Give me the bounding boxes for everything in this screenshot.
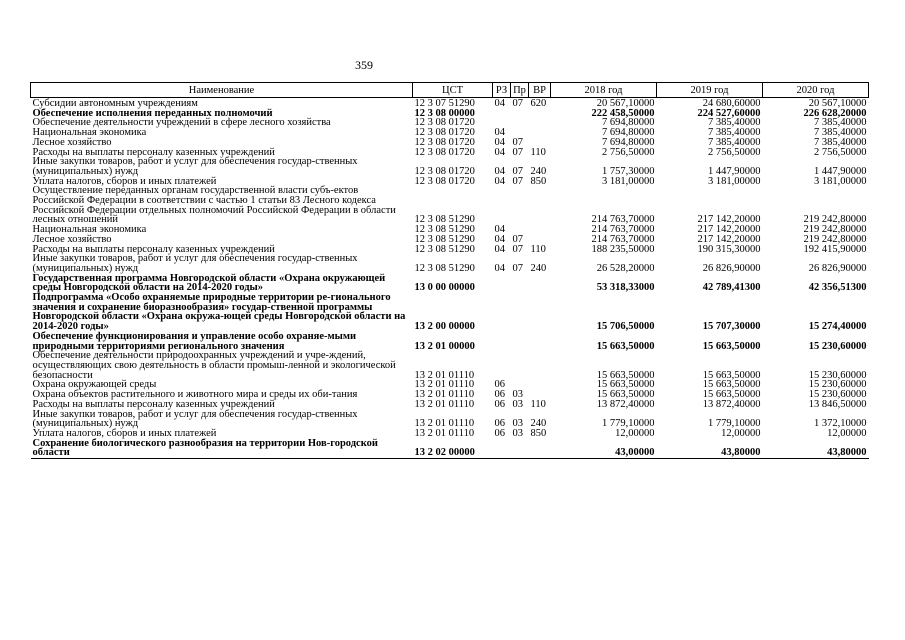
row-pr bbox=[511, 274, 529, 293]
row-cst: 12 3 08 01720 bbox=[414, 127, 475, 139]
row-2019: 217 142,20000 bbox=[697, 224, 761, 236]
row-cst: 13 0 00 00000 bbox=[414, 282, 475, 294]
row-2020: 7 385,40000 bbox=[814, 117, 867, 129]
row-name: Охрана окружающей среды bbox=[32, 379, 157, 391]
row-2020: 15 230,60000 bbox=[808, 340, 867, 352]
row-name: Лесное хозяйство bbox=[32, 233, 112, 245]
row-rz bbox=[493, 439, 511, 459]
table-row bbox=[31, 274, 869, 293]
row-2018: 15 663,50000 bbox=[596, 369, 655, 381]
row-rz bbox=[493, 332, 511, 351]
row-name: Национальная экономика bbox=[32, 127, 147, 139]
row-2019: 1 779,10000 bbox=[708, 418, 761, 430]
row-2018: 15 663,50000 bbox=[596, 389, 655, 401]
header-2019: 2019 год bbox=[657, 83, 763, 98]
row-cst: 12 3 08 00000 bbox=[414, 107, 475, 119]
row-2020: 219 242,80000 bbox=[803, 224, 867, 236]
row-pr: 07 bbox=[512, 146, 523, 158]
row-cst: 12 3 08 51290 bbox=[414, 233, 475, 245]
row-vr bbox=[529, 293, 551, 332]
row-2019: 7 385,40000 bbox=[708, 136, 761, 148]
row-name: Уплата налогов, сборов и иных платежей bbox=[32, 175, 217, 187]
row-2018: 2 756,50000 bbox=[602, 146, 655, 158]
row-2019: 12,00000 bbox=[721, 427, 761, 439]
row-rz: 06 bbox=[494, 418, 505, 430]
row-rz: 04 bbox=[494, 127, 505, 139]
row-2019: 42 789,41300 bbox=[702, 282, 761, 294]
row-2019: 224 527,60000 bbox=[697, 107, 761, 119]
row-vr: 110 bbox=[530, 243, 546, 255]
row-name: Субсидии автономным учреждениям bbox=[32, 98, 198, 109]
row-cst: 12 3 08 51290 bbox=[414, 224, 475, 236]
row-rz: 04 bbox=[494, 262, 505, 274]
header-2018: 2018 год bbox=[551, 83, 657, 98]
row-name: Расходы на выплаты персоналу казенных учреждений bbox=[32, 146, 275, 158]
header-row bbox=[31, 83, 869, 98]
row-rz: 04 bbox=[494, 175, 505, 187]
row-2019: 24 680,60000 bbox=[702, 98, 761, 109]
table-header bbox=[31, 83, 869, 98]
row-2018: 214 763,70000 bbox=[591, 214, 655, 226]
row-2018: 15 706,50000 bbox=[596, 321, 655, 333]
row-name: Национальная экономика bbox=[32, 224, 147, 236]
row-cst: 12 3 08 01720 bbox=[414, 165, 475, 177]
row-2019: 190 315,30000 bbox=[697, 243, 761, 255]
row-2020: 43,80000 bbox=[763, 439, 869, 459]
row-rz bbox=[493, 186, 511, 225]
row-cst: 12 3 08 51290 bbox=[414, 262, 475, 274]
row-rz bbox=[493, 351, 511, 380]
row-rz: 04 bbox=[494, 224, 505, 236]
row-2019: 15 663,50000 bbox=[702, 340, 761, 352]
row-2020: 1 372,10000 bbox=[814, 418, 867, 430]
row-cst: 12 3 08 01720 bbox=[414, 175, 475, 187]
row-2020: 3 181,00000 bbox=[814, 175, 867, 187]
header-vr: ВР bbox=[529, 83, 551, 98]
row-vr bbox=[529, 118, 551, 128]
row-cst: 13 2 02 00000 bbox=[413, 439, 493, 459]
row-cst: 13 2 00 00000 bbox=[414, 321, 475, 333]
row-rz: 06 bbox=[494, 398, 505, 410]
table-row bbox=[31, 351, 869, 380]
row-2018: 1 779,10000 bbox=[602, 418, 655, 430]
page-number: 359 bbox=[355, 58, 373, 72]
row-pr: 07 bbox=[512, 243, 523, 255]
header-name: Наименование bbox=[31, 83, 413, 98]
row-vr bbox=[529, 128, 551, 138]
row-2019: 15 707,30000 bbox=[702, 321, 761, 333]
row-2018: 43,00000 bbox=[551, 439, 657, 459]
row-vr: 240 bbox=[530, 418, 547, 430]
row-cst: 13 2 01 01110 bbox=[414, 398, 475, 410]
table-row bbox=[31, 157, 869, 176]
row-cst: 13 2 01 01110 bbox=[414, 389, 475, 401]
row-rz: 04 bbox=[494, 146, 505, 158]
row-2020: 192 415,90000 bbox=[803, 243, 867, 255]
row-2019: 217 142,20000 bbox=[697, 233, 761, 245]
row-2019: 7 385,40000 bbox=[708, 127, 761, 139]
row-pr bbox=[511, 351, 529, 380]
row-pr: 03 bbox=[512, 427, 523, 439]
row-name: Охрана объектов растительного и животного мира и среды их оби-тания bbox=[32, 389, 358, 401]
row-rz: 04 bbox=[494, 165, 505, 177]
row-rz bbox=[493, 109, 511, 119]
row-2019: 2 756,50000 bbox=[708, 146, 761, 158]
row-2018: 26 528,20000 bbox=[596, 262, 655, 274]
row-cst: 12 3 08 01720 bbox=[414, 117, 475, 129]
table-row bbox=[31, 293, 869, 332]
header-2020: 2020 год bbox=[763, 83, 869, 98]
table-row bbox=[31, 439, 869, 459]
row-name: Уплата налогов, сборов и иных платежей bbox=[32, 427, 217, 439]
row-2020: 2 756,50000 bbox=[814, 146, 867, 158]
row-2020: 26 826,90000 bbox=[808, 262, 867, 274]
row-cst: 13 2 01 01110 bbox=[414, 427, 475, 439]
row-vr: 850 bbox=[530, 427, 547, 439]
row-pr: 07 bbox=[512, 136, 523, 148]
row-name: Обеспечение деятельности учреждений в сфере лесного хозяйства bbox=[32, 117, 331, 129]
row-pr: 03 bbox=[512, 418, 523, 430]
row-pr: 03 bbox=[512, 398, 523, 410]
row-2019: 15 663,50000 bbox=[702, 379, 761, 391]
row-vr: 240 bbox=[530, 165, 547, 177]
row-vr: 240 bbox=[530, 262, 547, 274]
row-2020: 13 846,50000 bbox=[808, 398, 867, 410]
row-2020: 7 385,40000 bbox=[814, 127, 867, 139]
table-row bbox=[31, 254, 869, 273]
row-cst: 13 2 01 01110 bbox=[414, 418, 475, 430]
row-pr bbox=[511, 293, 529, 332]
row-name: Подпрограмма «Особо охраняемые природные территории ре-гионального значения и сохранение биоразнообразия» государ-ственной программы Новгородской области «Охрана окружа-ющей среды Новгородской области на 2014-2020 годы» bbox=[32, 292, 406, 333]
row-2018: 222 458,50000 bbox=[591, 107, 655, 119]
row-vr bbox=[529, 351, 551, 380]
row-pr: 07 bbox=[512, 98, 523, 109]
row-rz: 04 bbox=[494, 98, 505, 109]
table-row bbox=[31, 186, 869, 225]
row-pr: 03 bbox=[512, 389, 523, 401]
row-name: Обеспечение функционирования и управление особо охраняе-мыми природными территориями регионального значения bbox=[32, 330, 357, 352]
row-vr: 850 bbox=[530, 175, 547, 187]
row-pr: 07 bbox=[512, 165, 523, 177]
row-rz: 04 bbox=[494, 243, 505, 255]
row-pr: 07 bbox=[512, 175, 523, 187]
row-vr bbox=[529, 274, 551, 293]
row-cst: 12 3 08 01720 bbox=[414, 136, 475, 148]
row-vr: 110 bbox=[530, 146, 546, 158]
header-pr: Пр bbox=[511, 83, 529, 98]
row-name: Расходы на выплаты персоналу казенных учреждений bbox=[32, 398, 275, 410]
row-pr bbox=[511, 439, 529, 459]
row-pr: 07 bbox=[512, 233, 523, 245]
header-cst: ЦСТ bbox=[413, 83, 493, 98]
row-vr bbox=[529, 186, 551, 225]
row-2018: 15 663,50000 bbox=[596, 379, 655, 391]
row-rz bbox=[493, 293, 511, 332]
row-2020: 1 447,90000 bbox=[814, 165, 867, 177]
row-2018: 3 181,00000 bbox=[602, 175, 655, 187]
row-vr bbox=[529, 109, 551, 119]
row-cst: 12 3 08 51290 bbox=[414, 214, 475, 226]
table-row bbox=[31, 410, 869, 429]
table-body bbox=[31, 98, 869, 459]
row-2019: 26 826,90000 bbox=[702, 262, 761, 274]
row-2019: 43,80000 bbox=[657, 439, 763, 459]
row-name: Лесное хозяйство bbox=[32, 136, 112, 148]
row-rz: 04 bbox=[494, 136, 505, 148]
row-rz: 04 bbox=[494, 233, 505, 245]
row-2019: 15 663,50000 bbox=[702, 389, 761, 401]
row-name: Осуществление переданных органам государственной власти субъ-ектов Российской Федерации в соответствии с частью 1 статьи 83 Лесного кодекса Российской Федерации отдельных полномочий Российской Федерации в области лесных отношений bbox=[32, 185, 396, 226]
row-name: Иные закупки товаров, работ и услуг для обеспечения государ-ственных (муниципальных) нужд bbox=[32, 253, 358, 274]
row-name: Обеспечение исполнения переданных полномочий bbox=[32, 107, 273, 119]
row-vr bbox=[529, 380, 551, 390]
row-pr bbox=[511, 332, 529, 351]
row-2020: 15 230,60000 bbox=[808, 369, 867, 381]
row-cst: 13 2 01 01110 bbox=[414, 369, 475, 381]
row-pr bbox=[511, 186, 529, 225]
row-rz bbox=[493, 274, 511, 293]
row-2018: 53 318,33000 bbox=[596, 282, 655, 294]
row-2018: 7 694,80000 bbox=[602, 127, 655, 139]
row-2019: 3 181,00000 bbox=[708, 175, 761, 187]
row-2020: 42 356,51300 bbox=[808, 282, 867, 294]
row-rz: 06 bbox=[494, 379, 505, 391]
row-2020: 226 628,20000 bbox=[803, 107, 867, 119]
row-pr bbox=[511, 109, 529, 119]
row-2020: 219 242,80000 bbox=[803, 233, 867, 245]
row-2018: 12,00000 bbox=[615, 427, 655, 439]
row-2018: 214 763,70000 bbox=[591, 233, 655, 245]
row-name: Обеспечение деятельности природоохранных учреждений и учре-ждений, осуществляющих свою деятельность в области промыш-ленной и экологической безопасности bbox=[32, 350, 396, 381]
row-name: Расходы на выплаты персоналу казенных учреждений bbox=[32, 243, 275, 255]
header-rz: РЗ bbox=[493, 83, 511, 98]
row-2018: 1 757,30000 bbox=[602, 165, 655, 177]
row-2020: 7 385,40000 bbox=[814, 136, 867, 148]
row-name: Иные закупки товаров, работ и услуг для обеспечения государ-ственных (муниципальных) нужд bbox=[32, 156, 358, 177]
row-2018: 20 567,10000 bbox=[596, 98, 655, 109]
row-2019: 1 447,90000 bbox=[708, 165, 761, 177]
table-row bbox=[31, 332, 869, 351]
row-2018: 13 872,40000 bbox=[596, 398, 655, 410]
row-2019: 7 385,40000 bbox=[708, 117, 761, 129]
row-2019: 217 142,20000 bbox=[697, 214, 761, 226]
row-2020: 12,00000 bbox=[827, 427, 867, 439]
row-cst: 12 3 08 51290 bbox=[414, 243, 475, 255]
row-vr: 110 bbox=[530, 398, 546, 410]
row-2018: 15 663,50000 bbox=[596, 340, 655, 352]
row-2019: 15 663,50000 bbox=[702, 369, 761, 381]
row-2018: 214 763,70000 bbox=[591, 224, 655, 236]
row-2019: 13 872,40000 bbox=[702, 398, 761, 410]
row-2018: 7 694,80000 bbox=[602, 117, 655, 129]
row-vr: 620 bbox=[530, 98, 547, 109]
row-2020: 20 567,10000 bbox=[808, 98, 867, 109]
row-2020: 15 230,60000 bbox=[808, 389, 867, 401]
row-rz: 06 bbox=[494, 427, 505, 439]
row-2020: 219 242,80000 bbox=[803, 214, 867, 226]
row-name: Иные закупки товаров, работ и услуг для обеспечения государ-ственных (муниципальных) нужд bbox=[32, 408, 358, 430]
row-cst: 13 2 01 01110 bbox=[414, 379, 475, 391]
row-vr bbox=[529, 332, 551, 351]
row-name: Государственная программа Новгородской области «Охрана окружающей среды Новгородской области на 2014-2020 годы» bbox=[32, 272, 386, 294]
row-2018: 188 235,50000 bbox=[591, 243, 655, 255]
row-pr bbox=[511, 118, 529, 128]
row-rz: 06 bbox=[494, 389, 505, 401]
row-pr: 07 bbox=[512, 262, 523, 274]
row-2020: 15 274,40000 bbox=[808, 321, 867, 333]
budget-table bbox=[30, 82, 869, 459]
row-cst: 13 2 01 00000 bbox=[414, 340, 475, 352]
row-cst: 12 3 08 01720 bbox=[414, 146, 475, 158]
row-vr bbox=[529, 439, 551, 459]
row-2018: 7 694,80000 bbox=[602, 136, 655, 148]
row-2020: 15 230,60000 bbox=[808, 379, 867, 391]
row-vr bbox=[529, 225, 551, 235]
row-name: Сохранение биологического разнообразия на территории Нов-городской области bbox=[31, 439, 413, 459]
row-cst: 12 3 07 51290 bbox=[414, 98, 475, 109]
